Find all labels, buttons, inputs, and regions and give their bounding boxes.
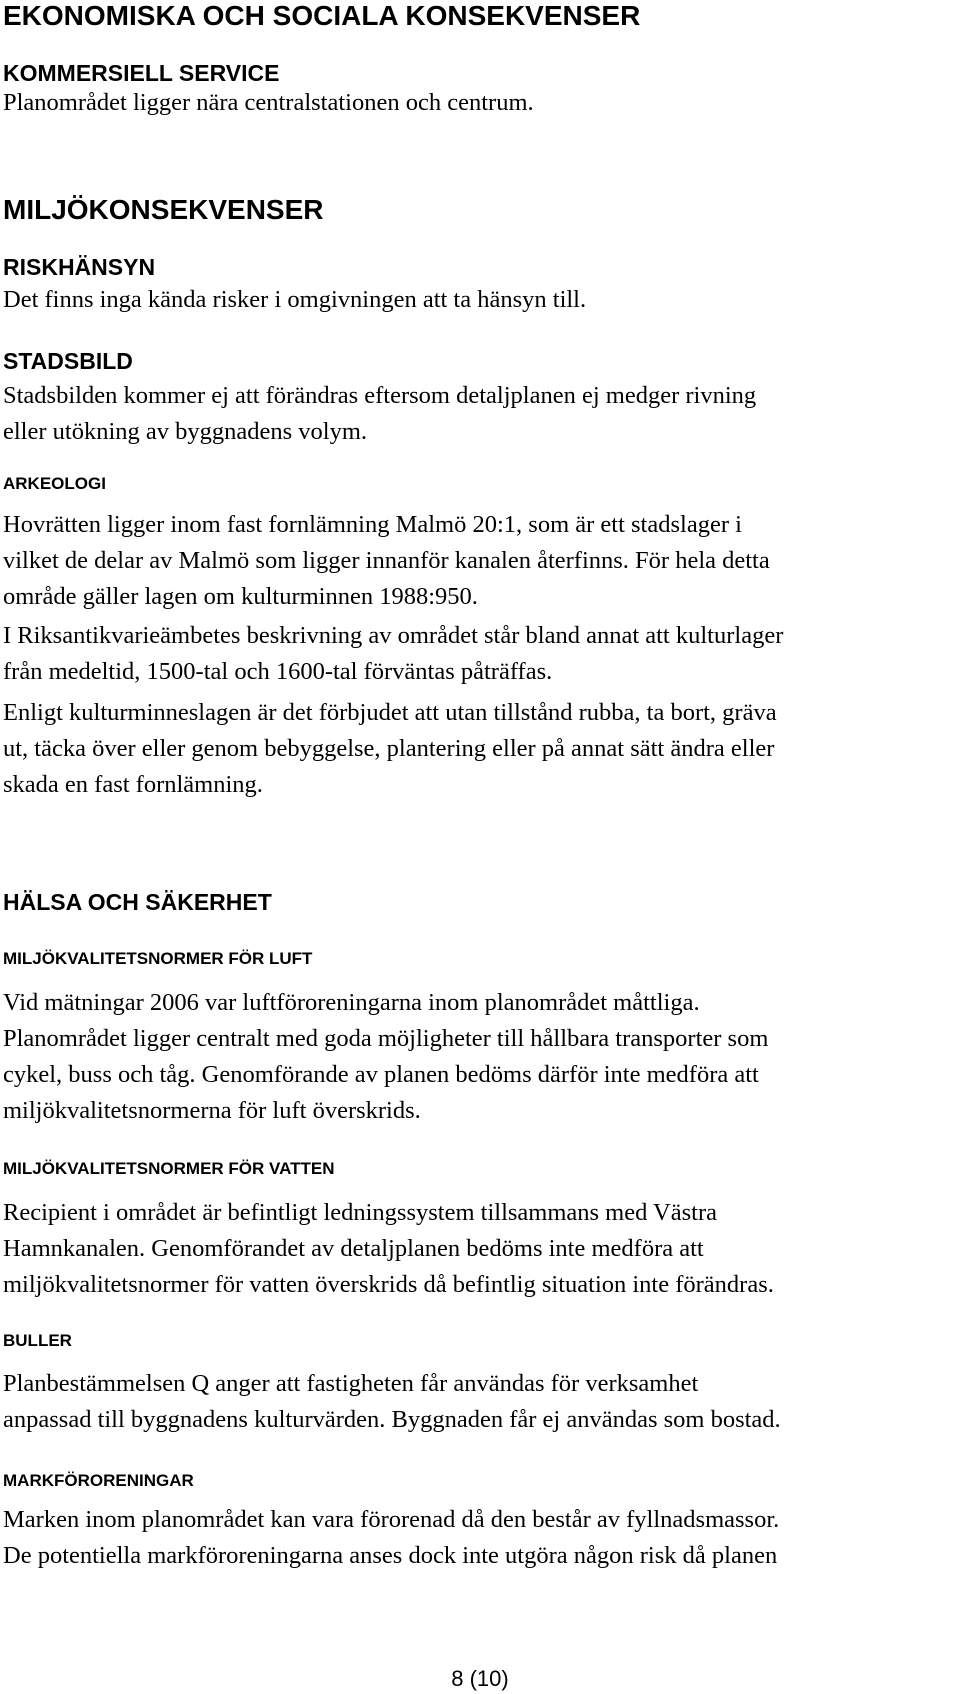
text-line: ut, täcka över eller genom bebyggelse, plantering eller på annat sätt ändra eller [3, 735, 775, 762]
text-line: Enligt kulturminneslagen är det förbjudet att utan tillstånd rubba, ta bort, gräva [3, 699, 777, 726]
heading-water-quality: MILJÖKVALITETSNORMER FÖR VATTEN [3, 1159, 335, 1178]
section-title-health-safety: HÄLSA OCH SÄKERHET [3, 889, 272, 915]
text-line: Marken inom planområdet kan vara förorenad då den består av fyllnadsmassor. [3, 1506, 780, 1533]
text-line: Hamnkanalen. Genomförandet av detaljplanen bedöms inte medföra att [3, 1235, 704, 1262]
heading-townscape: STADSBILD [3, 348, 133, 374]
text-line: Hovrätten ligger inom fast fornlämning Malmö 20:1, som är ett stadslager i [3, 511, 742, 538]
text-line: område gäller lagen om kulturminnen 1988:950. [3, 583, 478, 610]
text-line: I Riksantikvarieämbetes beskrivning av området står bland annat att kulturlager [3, 622, 784, 649]
heading-air-quality: MILJÖKVALITETSNORMER FÖR LUFT [3, 949, 313, 968]
paragraph-risk: Det finns inga kända risker i omgivningen att ta hänsyn till. [3, 286, 587, 313]
text-line: Planbestämmelsen Q anger att fastigheten får användas för verksamhet [3, 1370, 699, 1397]
text-line: De potentiella markföroreningarna anses dock inte utgöra någon risk då planen [3, 1542, 778, 1569]
text-line: anpassad till byggnadens kulturvärden. Byggnaden får ej användas som bostad. [3, 1406, 781, 1433]
heading-commercial-service: KOMMERSIELL SERVICE [3, 60, 280, 86]
paragraph-water-quality [3, 1195, 774, 1303]
text-line: från medeltid, 1500-tal och 1600-tal förväntas påträffas. [3, 658, 553, 685]
paragraph-soil-contamination [3, 1502, 779, 1574]
paragraph-air-quality [3, 985, 768, 1129]
paragraph-archaeology-2 [3, 618, 783, 690]
heading-archaeology: ARKEOLOGI [3, 474, 106, 493]
text-line: Vid mätningar 2006 var luftföroreningarna inom planområdet måttliga. [3, 989, 700, 1016]
text-line: miljökvalitetsnormerna för luft överskrids. [3, 1097, 421, 1124]
paragraph-commercial-service: Planområdet ligger nära centralstationen och centrum. [3, 89, 534, 116]
text-line: Recipient i området är befintligt ledningssystem tillsammans med Västra [3, 1199, 717, 1226]
text-line: eller utökning av byggnadens volym. [3, 418, 368, 445]
section-title-environmental: MILJÖKONSEKVENSER [3, 194, 324, 225]
paragraph-townscape [3, 378, 756, 450]
text-line: Planområdet ligger centralt med goda möjligheter till hållbara transporter som [3, 1025, 769, 1052]
paragraph-noise [3, 1366, 781, 1438]
heading-risk: RISKHÄNSYN [3, 254, 156, 280]
section-title-economic-social: EKONOMISKA OCH SOCIALA KONSEKVENSER [3, 0, 641, 31]
paragraph-archaeology-1 [3, 507, 770, 615]
text-line: Stadsbilden kommer ej att förändras eftersom detaljplanen ej medger rivning [3, 382, 757, 409]
text-line: miljökvalitetsnormer för vatten överskrids då befintlig situation inte förändras. [3, 1271, 774, 1298]
page-number: 8 (10) [451, 1666, 509, 1691]
heading-soil-contamination: MARKFÖRORENINGAR [3, 1471, 194, 1490]
text-line: skada en fast fornlämning. [3, 771, 263, 798]
text-line: cykel, buss och tåg. Genomförande av planen bedöms därför inte medföra att [3, 1061, 759, 1088]
paragraph-archaeology-3 [3, 695, 777, 803]
text-line: vilket de delar av Malmö som ligger innanför kanalen återfinns. För hela detta [3, 547, 770, 574]
heading-noise: BULLER [3, 1331, 72, 1350]
